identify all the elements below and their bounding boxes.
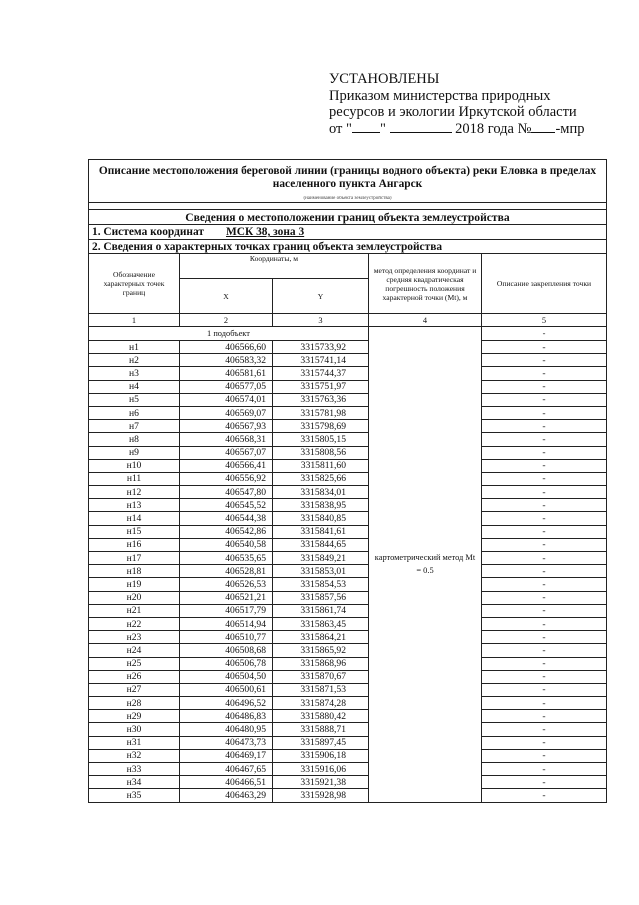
column-number: 5	[482, 314, 607, 327]
table-row	[89, 512, 607, 525]
fixing-mark: -	[482, 512, 607, 525]
point-name: н14	[89, 512, 180, 525]
coord-x: 406480,95	[180, 723, 273, 736]
point-name: н9	[89, 446, 180, 459]
coord-y: 3315897,45	[273, 736, 369, 749]
point-name: н2	[89, 354, 180, 367]
coord-y: 3315868,96	[273, 657, 369, 670]
table-row	[89, 446, 607, 459]
approval-block	[329, 71, 629, 137]
table-row	[89, 472, 607, 485]
fixing-mark: -	[482, 604, 607, 617]
table-row	[89, 591, 607, 604]
fixing-mark: -	[482, 749, 607, 762]
coord-x: 406508,68	[180, 644, 273, 657]
fixing-mark: -	[482, 420, 607, 433]
coord-y: 3315811,60	[273, 459, 369, 472]
point-name: н35	[89, 789, 180, 802]
fixing-mark: -	[482, 552, 607, 565]
fixing-mark: -	[482, 472, 607, 485]
coord-x: 406535,65	[180, 552, 273, 565]
fixing-mark: -	[482, 538, 607, 551]
fixing-mark: -	[482, 565, 607, 578]
subobject-mark: -	[482, 327, 607, 341]
coord-x: 406514,94	[180, 617, 273, 630]
approval-day	[352, 132, 380, 133]
approval-quote-close: "	[379, 120, 386, 137]
column-numbers-row	[89, 314, 607, 327]
point-name: н25	[89, 657, 180, 670]
fixing-mark: -	[482, 380, 607, 393]
method-cell: картометрический метод Mt = 0.5	[369, 327, 482, 803]
table-row	[89, 406, 607, 419]
fixing-mark: -	[482, 631, 607, 644]
point-name: н12	[89, 486, 180, 499]
fixing-mark: -	[482, 354, 607, 367]
coord-x: 406506,78	[180, 657, 273, 670]
point-name: н15	[89, 525, 180, 538]
coord-y: 3315906,18	[273, 749, 369, 762]
point-name: н23	[89, 631, 180, 644]
point-name: н22	[89, 617, 180, 630]
document-title: Описание местоположения береговой линии (границы водного объекта) реки Еловка в пределах населенного пункта Ангарск	[89, 160, 607, 197]
coord-x: 406496,52	[180, 697, 273, 710]
coord-x: 406568,31	[180, 433, 273, 446]
header-method: метод определения координат и средняя квадратическая погрешность положения характерной точки (Mt), м	[369, 254, 482, 314]
coord-y: 3315865,92	[273, 644, 369, 657]
table-row	[89, 670, 607, 683]
fixing-mark: -	[482, 657, 607, 670]
fixing-mark: -	[482, 591, 607, 604]
table-row	[89, 393, 607, 406]
approval-number	[531, 132, 555, 133]
coord-x: 406569,07	[180, 406, 273, 419]
header-row	[89, 254, 607, 279]
boundary-description-table	[88, 159, 607, 803]
fixing-mark: -	[482, 525, 607, 538]
header-point: Обозначение характерных точек границ	[89, 254, 180, 314]
point-name: н27	[89, 683, 180, 696]
coord-y: 3315928,98	[273, 789, 369, 802]
fixing-mark: -	[482, 644, 607, 657]
coord-x: 406542,86	[180, 525, 273, 538]
table-row	[89, 644, 607, 657]
points-section-title: 2. Сведения о характерных точках границ объекта землеустройства	[89, 240, 607, 254]
point-name: н34	[89, 776, 180, 789]
header-y: Y	[273, 279, 369, 314]
point-name: н31	[89, 736, 180, 749]
fixing-mark: -	[482, 578, 607, 591]
table-row	[89, 657, 607, 670]
point-name: н3	[89, 367, 180, 380]
approval-heading: УСТАНОВЛЕНЫ	[329, 71, 440, 87]
document-caption: (наименование объекта землеустройства)	[89, 196, 607, 203]
table-row	[89, 552, 607, 565]
coord-x: 406466,51	[180, 776, 273, 789]
coord-x: 406581,61	[180, 367, 273, 380]
table-row	[89, 420, 607, 433]
table-row	[89, 367, 607, 380]
point-name: н4	[89, 380, 180, 393]
table-row	[89, 617, 607, 630]
fixing-mark: -	[482, 617, 607, 630]
table-row	[89, 380, 607, 393]
coord-y: 3315798,69	[273, 420, 369, 433]
table-row	[89, 604, 607, 617]
point-name: н7	[89, 420, 180, 433]
fixing-mark: -	[482, 683, 607, 696]
table-row	[89, 433, 607, 446]
table-row	[89, 525, 607, 538]
table-row	[89, 736, 607, 749]
table-row	[89, 763, 607, 776]
coord-x: 406566,60	[180, 341, 273, 354]
coord-x: 406463,29	[180, 789, 273, 802]
coord-x: 406469,17	[180, 749, 273, 762]
coord-y: 3315916,06	[273, 763, 369, 776]
coord-y: 3315871,53	[273, 683, 369, 696]
coord-y: 3315863,45	[273, 617, 369, 630]
coord-y: 3315853,01	[273, 565, 369, 578]
fixing-mark: -	[482, 341, 607, 354]
table-row	[89, 486, 607, 499]
coord-system-label: 1. Система координат	[92, 226, 204, 238]
coord-y: 3315854,53	[273, 578, 369, 591]
column-number: 1	[89, 314, 180, 327]
point-name: н11	[89, 472, 180, 485]
fixing-mark: -	[482, 459, 607, 472]
coord-y: 3315840,85	[273, 512, 369, 525]
coord-y: 3315805,15	[273, 433, 369, 446]
point-name: н10	[89, 459, 180, 472]
subobject-label: 1 подобъект	[89, 327, 369, 341]
coord-y: 3315808,56	[273, 446, 369, 459]
coord-y: 3315825,66	[273, 472, 369, 485]
table-row	[89, 776, 607, 789]
coord-y: 3315874,28	[273, 697, 369, 710]
coord-x: 406517,79	[180, 604, 273, 617]
coord-x: 406500,61	[180, 683, 273, 696]
approval-from-label: от "	[329, 120, 352, 137]
coord-y: 3315880,42	[273, 710, 369, 723]
section-title-row	[89, 210, 607, 225]
approval-suffix: -мпр	[555, 120, 585, 137]
approval-year-text: 2018 года №	[455, 120, 532, 137]
points-section-row	[89, 240, 607, 254]
coord-x: 406540,58	[180, 538, 273, 551]
table-row	[89, 578, 607, 591]
coord-y: 3315861,74	[273, 604, 369, 617]
point-name: н16	[89, 538, 180, 551]
coord-x: 406566,41	[180, 459, 273, 472]
table-row	[89, 683, 607, 696]
point-name: н26	[89, 670, 180, 683]
fixing-mark: -	[482, 499, 607, 512]
point-name: н6	[89, 406, 180, 419]
coord-y: 3315921,38	[273, 776, 369, 789]
coord-x: 406574,01	[180, 393, 273, 406]
coord-y: 3315838,95	[273, 499, 369, 512]
header-coords: Координаты, м	[180, 254, 369, 279]
table-row	[89, 697, 607, 710]
approval-order-line: Приказом министерства природных	[329, 87, 551, 104]
table-row	[89, 723, 607, 736]
table-row	[89, 499, 607, 512]
fixing-mark: -	[482, 763, 607, 776]
point-name: н28	[89, 697, 180, 710]
coord-x: 406528,81	[180, 565, 273, 578]
table-row	[89, 565, 607, 578]
coord-x: 406467,65	[180, 763, 273, 776]
coord-x: 406521,21	[180, 591, 273, 604]
coord-y: 3315888,71	[273, 723, 369, 736]
coord-y: 3315781,98	[273, 406, 369, 419]
table-row	[89, 710, 607, 723]
coord-x: 406583,32	[180, 354, 273, 367]
approval-ministry-line: ресурсов и экологии Иркутской области	[329, 104, 577, 120]
coord-x: 406545,52	[180, 499, 273, 512]
point-name: н32	[89, 749, 180, 762]
fixing-mark: -	[482, 393, 607, 406]
coord-x: 406556,92	[180, 472, 273, 485]
approval-month	[390, 132, 452, 133]
fixing-mark: -	[482, 670, 607, 683]
document-title-row	[89, 160, 607, 197]
table-row	[89, 354, 607, 367]
table-row	[89, 789, 607, 802]
coord-x: 406526,53	[180, 578, 273, 591]
point-name: н24	[89, 644, 180, 657]
coord-y: 3315763,36	[273, 393, 369, 406]
point-name: н20	[89, 591, 180, 604]
coord-y: 3315834,01	[273, 486, 369, 499]
fixing-mark: -	[482, 697, 607, 710]
fixing-mark: -	[482, 710, 607, 723]
table-row	[89, 459, 607, 472]
coord-y: 3315849,21	[273, 552, 369, 565]
point-name: н29	[89, 710, 180, 723]
coord-system-value: МСК 38, зона 3	[225, 226, 305, 238]
coord-system-row	[89, 225, 607, 240]
subobject-row	[89, 327, 607, 341]
table-row	[89, 749, 607, 762]
coord-y: 3315741,14	[273, 354, 369, 367]
fixing-mark: -	[482, 367, 607, 380]
coord-y: 3315864,21	[273, 631, 369, 644]
table-row	[89, 538, 607, 551]
coord-x: 406544,38	[180, 512, 273, 525]
fixing-mark: -	[482, 406, 607, 419]
coord-y: 3315733,92	[273, 341, 369, 354]
point-name: н19	[89, 578, 180, 591]
coord-y: 3315857,56	[273, 591, 369, 604]
section-title: Сведения о местоположении границ объекта землеустройства	[89, 210, 607, 225]
header-fixing: Описание закрепления точки	[482, 254, 607, 314]
fixing-mark: -	[482, 789, 607, 802]
point-name: н1	[89, 341, 180, 354]
column-number: 2	[180, 314, 273, 327]
fixing-mark: -	[482, 723, 607, 736]
column-number: 4	[369, 314, 482, 327]
fixing-mark: -	[482, 776, 607, 789]
coord-x: 406567,07	[180, 446, 273, 459]
header-x: X	[180, 279, 273, 314]
point-name: н17	[89, 552, 180, 565]
coord-x: 406510,77	[180, 631, 273, 644]
table-row	[89, 341, 607, 354]
point-name: н18	[89, 565, 180, 578]
coord-y: 3315844,65	[273, 538, 369, 551]
point-name: н13	[89, 499, 180, 512]
coord-x: 406567,93	[180, 420, 273, 433]
spacer-row	[89, 203, 607, 210]
point-name: н33	[89, 763, 180, 776]
point-name: н21	[89, 604, 180, 617]
coord-y: 3315751,97	[273, 380, 369, 393]
point-name: н8	[89, 433, 180, 446]
coord-x: 406473,73	[180, 736, 273, 749]
fixing-mark: -	[482, 433, 607, 446]
fixing-mark: -	[482, 486, 607, 499]
coord-y: 3315744,37	[273, 367, 369, 380]
fixing-mark: -	[482, 736, 607, 749]
point-name: н30	[89, 723, 180, 736]
fixing-mark: -	[482, 446, 607, 459]
point-name: н5	[89, 393, 180, 406]
column-number: 3	[273, 314, 369, 327]
approval-date-line	[329, 121, 629, 138]
coord-x: 406577,05	[180, 380, 273, 393]
coord-y: 3315870,67	[273, 670, 369, 683]
coord-x: 406547,80	[180, 486, 273, 499]
coord-x: 406486,83	[180, 710, 273, 723]
coord-x: 406504,50	[180, 670, 273, 683]
coord-y: 3315841,61	[273, 525, 369, 538]
table-row	[89, 631, 607, 644]
